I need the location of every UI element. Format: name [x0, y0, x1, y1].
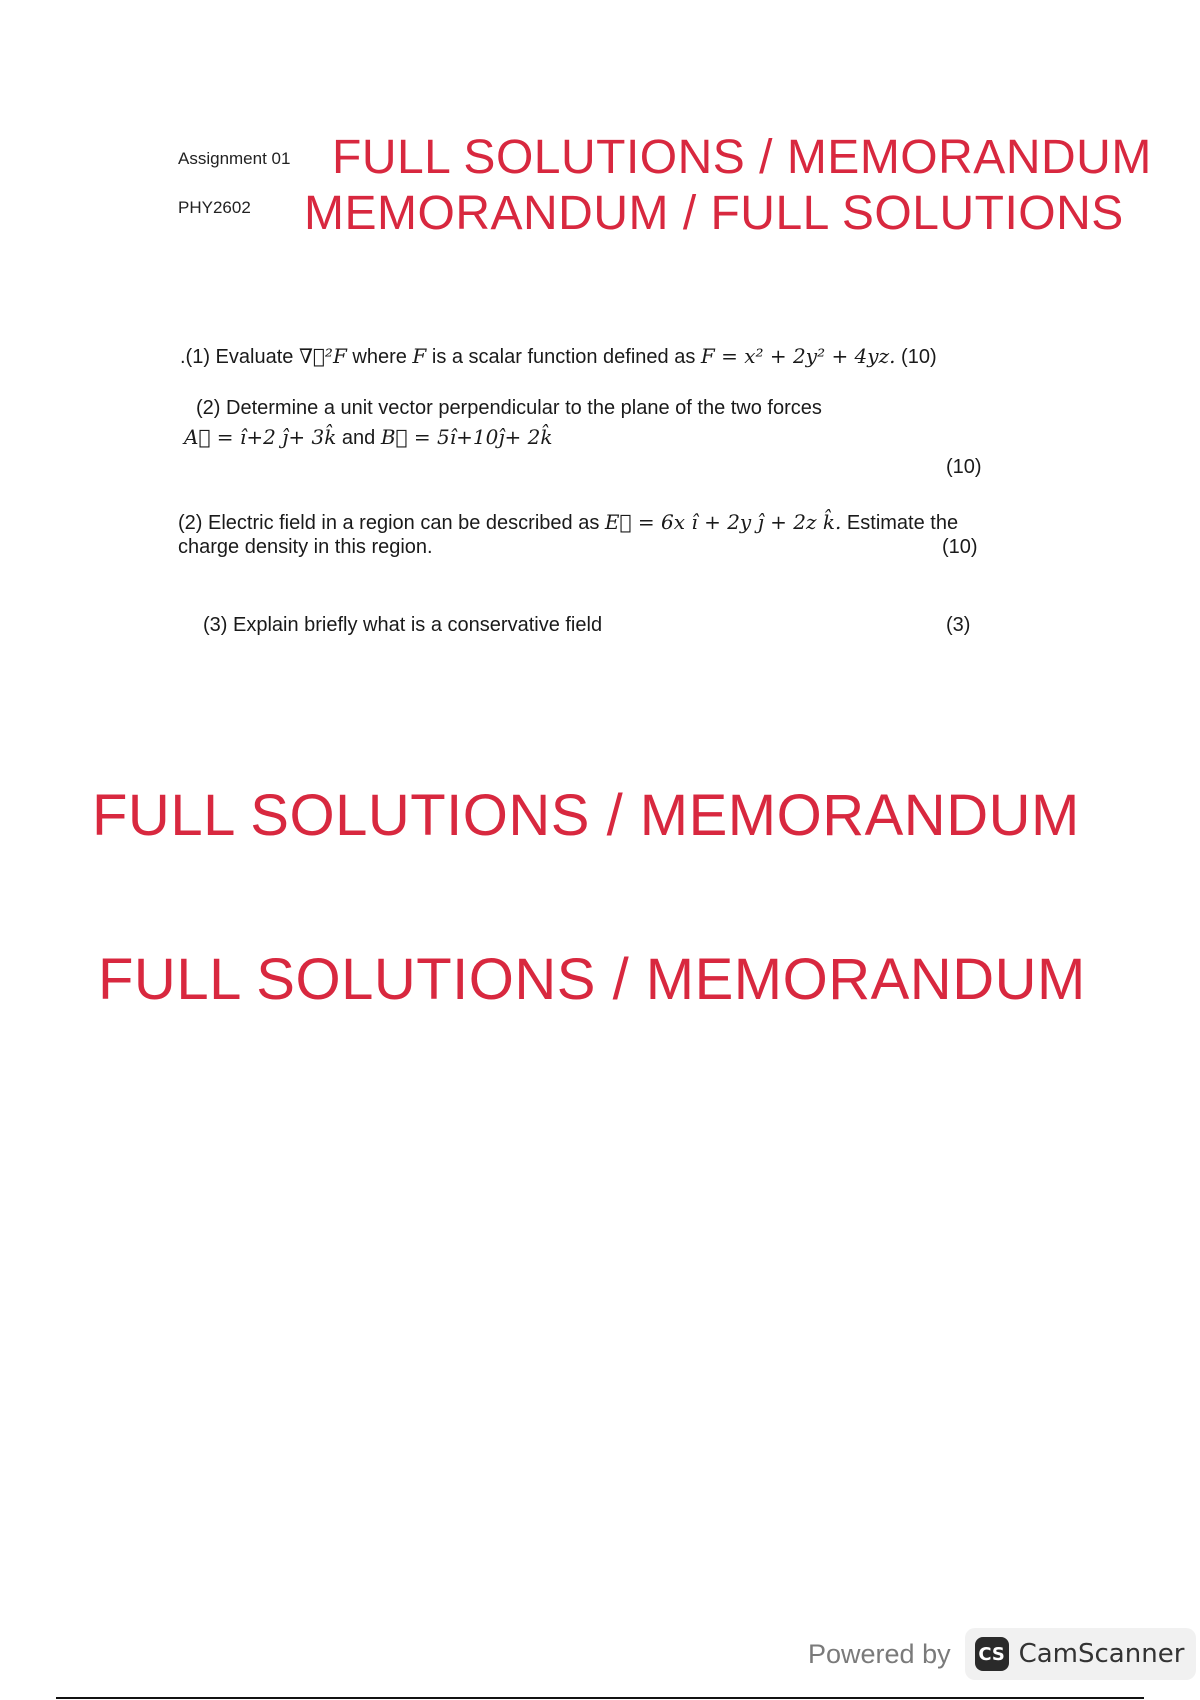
question-2a-line-2	[184, 425, 552, 450]
q1-prefix: .(1) Evaluate	[180, 346, 299, 368]
question-3: (3) Explain briefly what is a conservative field	[203, 614, 603, 636]
q1-expression: F = x² + 2y² + 4yz.	[700, 344, 896, 368]
question-1	[180, 344, 937, 369]
camscanner-logo-icon: CS	[975, 1637, 1009, 1671]
q2a-marks: (10)	[946, 456, 982, 478]
watermark-line-1: FULL SOLUTIONS / MEMORANDUM	[92, 783, 1080, 848]
assignment-label: Assignment 01	[178, 149, 291, 168]
q1-var: F	[412, 344, 427, 368]
q2b-expression: E⃗ = 6x î + 2y ĵ + 2z k̂.	[604, 510, 842, 534]
question-2b-line-2: charge density in this region.	[178, 536, 433, 558]
q1-mid: where	[346, 346, 413, 368]
course-code: PHY2602	[178, 198, 251, 217]
question-2b-line-1	[178, 510, 958, 535]
q2a-and: and	[336, 427, 381, 449]
q1-mid2: is a scalar function defined as	[426, 346, 701, 368]
vector-a: A⃗ = î+2 ĵ+ 3k̂	[184, 425, 337, 449]
q2b-suffix: Estimate the	[841, 512, 959, 534]
watermark-line-2: FULL SOLUTIONS / MEMORANDUM	[98, 947, 1086, 1012]
powered-by-label: Powered by	[808, 1638, 951, 1669]
camscanner-footer	[808, 1628, 1196, 1680]
q2b-marks: (10)	[942, 536, 978, 558]
camscanner-badge	[965, 1628, 1197, 1680]
camscanner-brand: CamScanner	[1018, 1639, 1185, 1669]
banner-line-1: FULL SOLUTIONS / MEMORANDUM	[332, 131, 1152, 184]
banner-line-2: MEMORANDUM / FULL SOLUTIONS	[304, 187, 1124, 240]
question-2a-line-1: (2) Determine a unit vector perpendicular to the plane of the two forces	[196, 397, 822, 419]
q1-operator: ∇⃗²F	[298, 344, 347, 368]
q3-marks: (3)	[946, 614, 971, 636]
vector-b: B⃗ = 5î+10ĵ+ 2k̂	[380, 425, 553, 449]
q1-marks: (10)	[895, 346, 937, 368]
q2b-prefix: (2) Electric field in a region can be described as	[178, 512, 605, 534]
bottom-divider	[56, 1697, 1144, 1699]
